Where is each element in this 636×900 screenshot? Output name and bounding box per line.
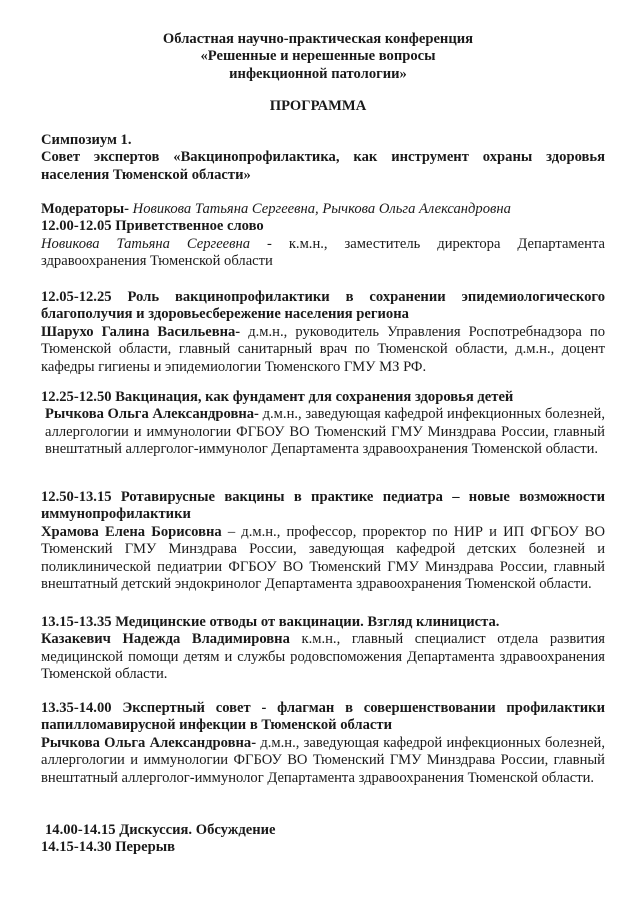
session-time: 12.05-12.25 bbox=[41, 289, 112, 305]
closing-time: 14.15-14.30 bbox=[41, 839, 112, 856]
session-speaker: Храмова Елена Борисовна bbox=[41, 523, 222, 540]
conference-title-line: инфекционной патологии» bbox=[229, 65, 407, 82]
closing-item bbox=[41, 822, 605, 839]
session-speaker-bio: д.м.н., заведующая кафедрой инфекционных болезней, аллергологии и иммунологии ФГБОУ ВО Тюменский ГМУ Минздрава России, главный внештатный аллерголог-иммунолог Департамента здравоохранения Тюменской области. bbox=[41, 734, 605, 786]
session-speaker: Новикова Татьяна Сергеевна bbox=[41, 235, 251, 252]
conference-title-line: Областная научно-практическая конференция bbox=[162, 31, 474, 47]
session-block bbox=[41, 389, 605, 459]
session-speaker-bio: – д.м.н., профессор, проректор по НИР и ИП ФГБОУ ВО Тюменский ГМУ Минздрава России, заведующая кафедрой детских болезней и поликлинической педиатрии ФГБОУ ВО Тюменский ГМУ Минздрава России, главный внештатный детский эндокринолог Департамента здравоохранения Тюменской области. bbox=[41, 523, 606, 593]
closing-title: Дискуссия. Обсуждение bbox=[115, 822, 276, 838]
symposium-number: Симпозиум 1. bbox=[41, 132, 132, 148]
session-block bbox=[41, 614, 605, 684]
moderators-names: Новикова Татьяна Сергеевна, Рычкова Ольга Александровна bbox=[129, 201, 511, 217]
session-title: Приветственное слово bbox=[111, 218, 264, 235]
session-speaker-bio: - к.м.н., заместитель директора Департамента здравоохранения Тюменской области bbox=[41, 235, 605, 270]
session-title: Роль вакцинопрофилактики в сохранении эпидемиологического благополучия и здоровьесбережение населения региона bbox=[41, 289, 605, 323]
session-time: 13.15-13.35 bbox=[41, 614, 112, 630]
session-title: Вакцинация, как фундамент для сохранения здоровья детей bbox=[111, 389, 514, 405]
session-speaker-bio: к.м.н., главный специалист отдела развития медицинской помощи детям и службы родовспоможения Департамента здравоохранения Тюменской области. bbox=[41, 631, 605, 683]
session-time: 12.00-12.05 bbox=[41, 218, 112, 235]
program-title: ПРОГРАММА bbox=[269, 98, 367, 114]
session-speaker: Казакевич Надежда Владимировна bbox=[41, 631, 290, 648]
session-speaker: Рычкова Ольга Александровна- bbox=[45, 406, 259, 423]
moderators-block bbox=[41, 201, 605, 271]
symposium-block bbox=[41, 132, 605, 184]
session-speaker: Шарухо Галина Васильевна- bbox=[41, 323, 241, 340]
session-block bbox=[41, 489, 605, 593]
symposium-title: Совет экспертов «Вакцинопрофилактика, как инструмент охраны здоровья населения Тюменской области» bbox=[41, 149, 605, 183]
conference-header bbox=[0, 31, 636, 83]
conference-title-line: «Решенные и нерешенные вопросы bbox=[200, 48, 436, 65]
session-time: 12.50-13.15 bbox=[41, 489, 112, 505]
closing-title: Перерыв bbox=[111, 839, 176, 856]
session-block bbox=[41, 289, 605, 376]
session-title: Медицинские отводы от вакцинации. Взгляд клинициста. bbox=[111, 614, 500, 630]
closing-block bbox=[41, 822, 605, 857]
session-block bbox=[41, 700, 605, 787]
closing-time: 14.00-14.15 bbox=[45, 822, 116, 838]
closing-item bbox=[41, 839, 605, 856]
session-title: Экспертный совет - флагман в совершенствовании профилактики папилломавирусной инфекции в Тюменской области bbox=[41, 700, 605, 734]
session-speaker: Рычкова Ольга Александровна- bbox=[41, 734, 257, 751]
session-speaker-bio: д.м.н., руководитель Управления Роспотребнадзора по Тюменской области, главный санитарный врач по Тюменской области, д.м.н., доцент кафедры гигиены и эпидемиологии Тюменского ГМУ МЗ РФ. bbox=[41, 323, 605, 375]
session-time: 12.25-12.50 bbox=[41, 389, 112, 405]
session-time: 13.35-14.00 bbox=[41, 700, 112, 716]
session-title: Ротавирусные вакцины в практике педиатра – новые возможности иммунопрофилактики bbox=[41, 489, 605, 523]
session-speaker-bio: д.м.н., заведующая кафедрой инфекционных болезней, аллергологии и иммунологии ФГБОУ ВО Тюменский ГМУ Минздрава России, главный внештатный аллерголог-иммунолог Департамента здравоохранения Тюменской области. bbox=[45, 406, 605, 458]
moderators-label: Модераторы- bbox=[41, 201, 129, 217]
